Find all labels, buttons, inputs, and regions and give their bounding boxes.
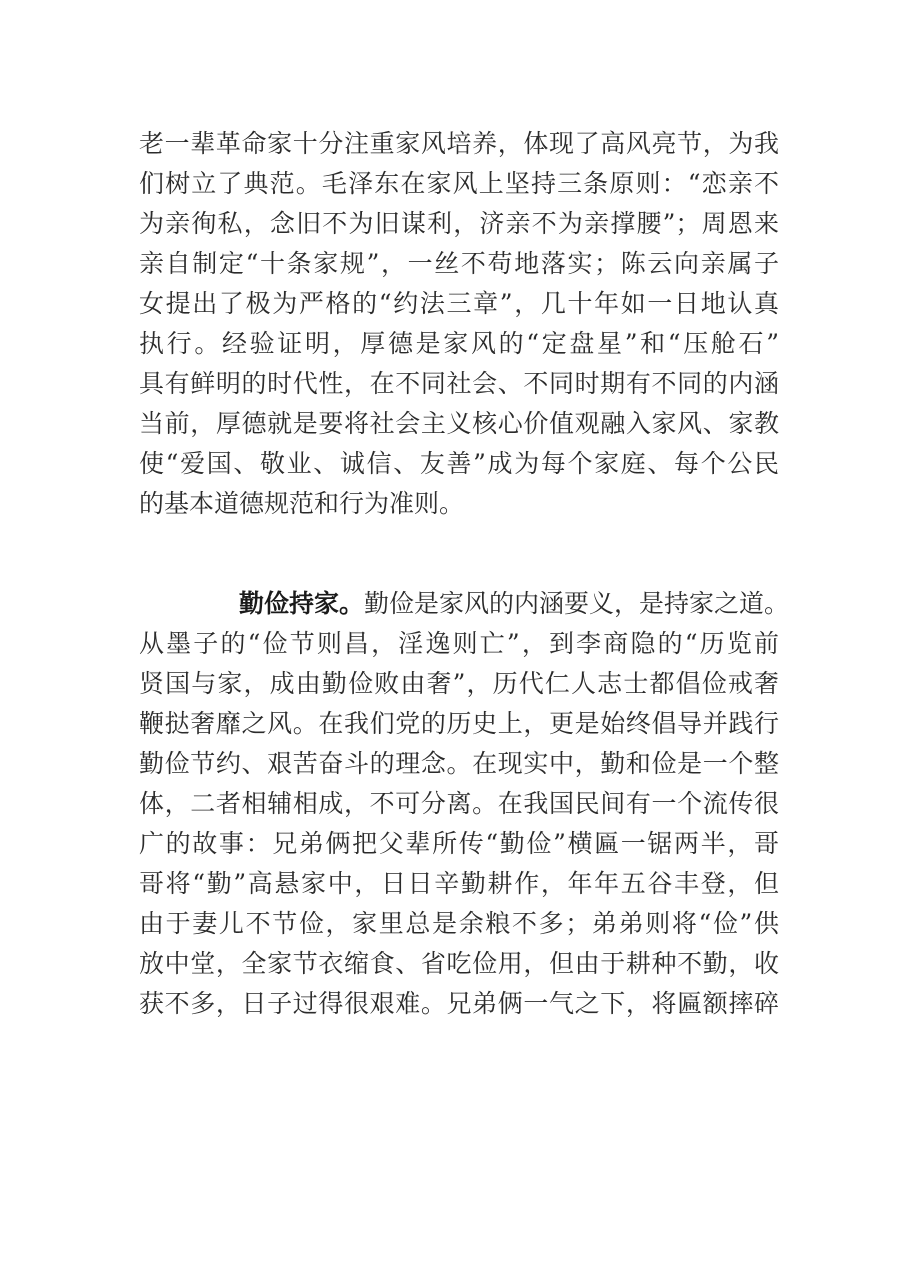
paragraph-2-line-5: 勤俭节约、艰苦奋斗的理念。在现实中，勤和俭是一个整 <box>139 749 779 778</box>
paragraph-2-line-7: 广的故事：兄弟俩把父辈所传“勤俭”横匾一锯两半，哥 <box>139 829 779 858</box>
paragraph-2-line-8: 哥将“勤”高悬家中，日日辛勤耕作，年年五谷丰登，但 <box>139 869 779 898</box>
paragraph-2-line-3: 贤国与家，成由勤俭败由奢”，历代仁人志士都倡俭戒奢 <box>139 669 779 698</box>
paragraph-2-line-2: 从墨子的“俭节则昌，淫逸则亡”，到李商隐的“历览前 <box>139 629 779 658</box>
paragraph-2-line-4: 鞭挞奢靡之风。在我们党的历史上，更是始终倡导并践行 <box>139 709 779 738</box>
paragraph-1-line-10: 的基本道德规范和行为准则。 <box>139 489 465 518</box>
paragraph-1-line-4: 亲自制定“十条家规”，一丝不苟地落实；陈云向亲属子 <box>139 249 779 278</box>
paragraph-1-line-8: 当前，厚德就是要将社会主义核心价值观融入家风、家教 <box>139 409 779 438</box>
paragraph-1-line-9: 使“爱国、敬业、诚信、友善”成为每个家庭、每个公民 <box>139 449 779 478</box>
paragraph-1-line-3: 为亲徇私，念旧不为旧谋利，济亲不为亲撑腰”；周恩来 <box>139 209 779 238</box>
paragraph-1-line-2: 们树立了典范。毛泽东在家风上坚持三条原则：“恋亲不 <box>139 169 779 198</box>
paragraph-2-line-10: 放中堂，全家节衣缩食、省吃俭用，但由于耕种不勤，收 <box>139 949 779 978</box>
paragraph-1-line-7: 具有鲜明的时代性，在不同社会、不同时期有不同的内涵 <box>139 369 779 398</box>
paragraph-2-line-11: 获不多，日子过得很艰难。兄弟俩一气之下，将匾额摔碎 <box>139 989 779 1018</box>
paragraph-1-line-5: 女提出了极为严格的“约法三章”，几十年如一日地认真 <box>139 289 779 318</box>
paragraph-2-first-line <box>239 584 789 624</box>
paragraph-1-line-6: 执行。经验证明，厚德是家风的“定盘星”和“压舱石” <box>139 329 779 358</box>
paragraph-2-line-9: 由于妻儿不节俭，家里总是余粮不多；弟弟则将“俭”供 <box>139 909 779 938</box>
paragraph-1-line-1: 老一辈革命家十分注重家风培养，体现了高风亮节，为我 <box>139 129 779 158</box>
paragraph-2-first-line-text: 勤俭是家风的内涵要义，是持家之道。 <box>364 589 789 618</box>
paragraph-2-line-6: 体，二者相辅相成，不可分离。在我国民间有一个流传很 <box>139 789 779 818</box>
paragraph-2-lead: 勤俭持家。 <box>239 589 365 618</box>
